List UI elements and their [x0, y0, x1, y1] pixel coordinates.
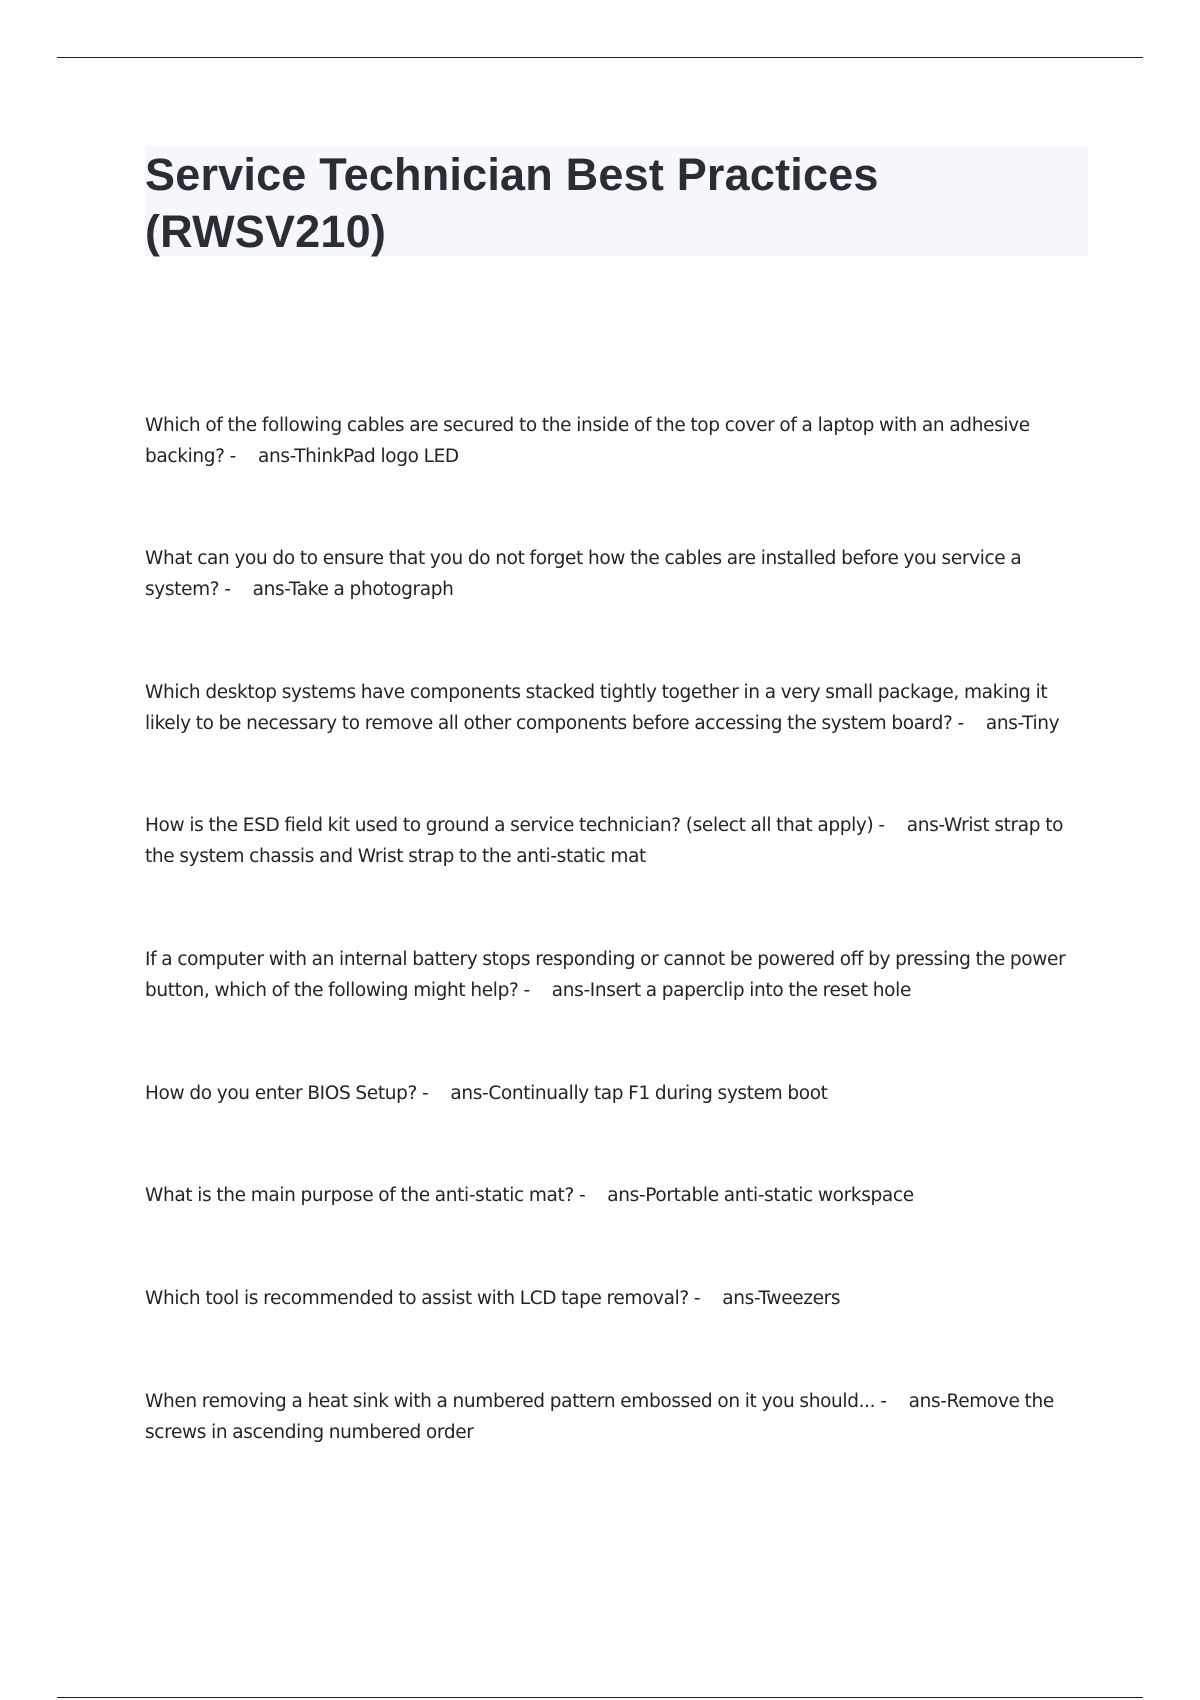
answer-text: ans-Insert a paperclip into the reset hole [551, 980, 911, 1001]
answer-text: ans-Portable anti-static workspace [607, 1185, 914, 1206]
qa-item [145, 410, 1090, 472]
question-text: What can you do to ensure that you do not forget how the cables are installed before you service a system? - [145, 548, 1022, 600]
question-text: When removing a heat sink with a numbered pattern embossed on it you should... - [145, 1391, 887, 1412]
answer-text: ans-ThinkPad logo LED [257, 446, 459, 467]
qa-item [145, 543, 1090, 605]
question-text: What is the main purpose of the anti-static mat? - [145, 1185, 586, 1206]
question-text: How do you enter BIOS Setup? - [145, 1083, 429, 1104]
qa-item [145, 1283, 1090, 1314]
question-text: How is the ESD field kit used to ground a service technician? (select all that apply) - [145, 815, 885, 836]
answer-text: ans-Remove the screws in ascending numbered order [145, 1391, 1054, 1443]
question-text: If a computer with an internal battery stops responding or cannot be powered off by pressing the power button, which of the following might help? - [145, 949, 1066, 1001]
title-block [145, 146, 1088, 256]
question-text: Which tool is recommended to assist with LCD tape removal? - [145, 1288, 701, 1309]
qa-item [145, 944, 1090, 1006]
answer-text: ans-Wrist strap to the system chassis and Wrist strap to the anti-static mat [145, 815, 1064, 867]
answer-text: ans-Tweezers [722, 1288, 841, 1309]
qa-item [145, 810, 1090, 872]
qa-item [145, 1180, 1090, 1211]
qa-item [145, 1386, 1090, 1448]
answer-text: ans-Tiny [985, 713, 1060, 734]
answer-text: ans-Continually tap F1 during system boot [450, 1083, 828, 1104]
page-title: Service Technician Best Practices (RWSV210) [145, 149, 879, 257]
qa-item [145, 1078, 1090, 1109]
top-rule [57, 57, 1143, 58]
bottom-rule [57, 1697, 1143, 1698]
question-text: Which desktop systems have components stacked tightly together in a very small package, making it likely to be necessary to remove all other components before accessing the system board? - [145, 682, 1048, 734]
question-text: Which of the following cables are secured to the inside of the top cover of a laptop with an adhesive backing? - [145, 415, 1030, 467]
qa-item [145, 677, 1090, 739]
answer-text: ans-Take a photograph [252, 579, 454, 600]
